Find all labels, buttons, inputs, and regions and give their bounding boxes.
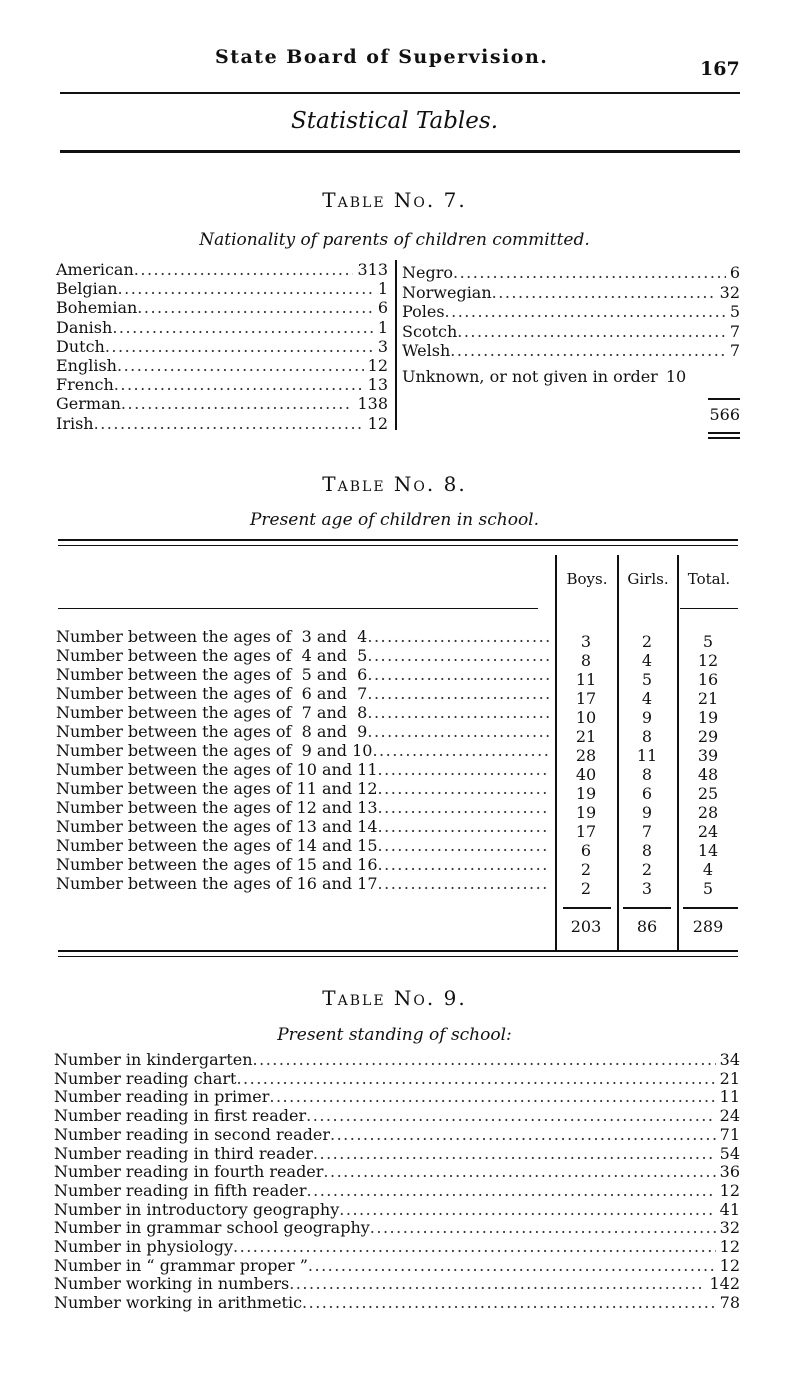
row-label: American (56, 260, 134, 279)
table7-divider (395, 260, 397, 430)
total-girls: 86 (636, 917, 658, 936)
list-item (402, 322, 740, 341)
leader-dots (378, 779, 550, 798)
header-total: Total. (687, 570, 731, 588)
leader-dots (339, 1200, 715, 1219)
table8-header-rule-right (680, 608, 738, 609)
cell-girls: 5 (641, 670, 653, 689)
table7-unknown-row (402, 367, 740, 386)
running-head: State Board of Supervision. (215, 46, 549, 68)
cell-total: 25 (697, 784, 719, 803)
cell-boys: 19 (575, 803, 597, 822)
leader-dots (367, 684, 550, 703)
row-label: Dutch (56, 336, 105, 356)
page-number: 167 (700, 58, 740, 80)
row-value: 7 (729, 321, 740, 341)
table8-bottom-rule-2 (58, 956, 738, 957)
header-boys: Boys. (566, 570, 608, 588)
list-item (54, 1256, 740, 1275)
row-value: 54 (719, 1143, 740, 1163)
list-item (54, 1181, 740, 1200)
cell-total: 5 (702, 632, 714, 651)
cell-girls: 2 (641, 860, 653, 879)
leader-dots (105, 337, 374, 356)
row-label: Number between the ages of 10 and 11 (56, 760, 378, 779)
table7-caption: Nationality of parents of children committed. (199, 230, 590, 250)
cell-total: 4 (702, 860, 714, 879)
table8-header-rule-left (58, 608, 538, 609)
row-label: Bohemian (56, 298, 138, 318)
list-item (56, 414, 388, 433)
leader-dots (236, 1069, 715, 1088)
list-item (56, 298, 388, 317)
table-row (56, 779, 550, 798)
table8-total-rule-1 (563, 907, 611, 909)
row-label: Number between the ages of 3 and 4 (56, 627, 368, 646)
section-title: Statistical Tables. (290, 108, 499, 134)
cell-girls: 8 (641, 727, 653, 746)
row-label: Number between the ages of 13 and 14 (56, 817, 378, 836)
list-item (54, 1125, 740, 1144)
row-value: 71 (719, 1124, 740, 1144)
table-row (56, 722, 550, 741)
table7-total-rule (708, 398, 740, 400)
row-value: 24 (719, 1106, 740, 1126)
cell-girls: 7 (641, 822, 653, 841)
cell-boys: 17 (575, 822, 597, 841)
table7-total: 566 (709, 405, 740, 424)
table7-double-rule-1 (708, 432, 740, 434)
row-value: 6 (377, 298, 388, 318)
cell-total: 39 (697, 746, 719, 765)
leader-dots (378, 760, 550, 779)
cell-total: 21 (697, 689, 719, 708)
row-value: 78 (719, 1293, 740, 1313)
cell-boys: 21 (575, 727, 597, 746)
row-label: Number between the ages of 6 and 7 (56, 684, 368, 703)
leader-dots (308, 1256, 716, 1275)
row-value: 3 (377, 336, 388, 356)
leader-dots (445, 302, 726, 321)
list-item (54, 1087, 740, 1106)
cell-boys: 6 (580, 841, 592, 860)
cell-boys: 11 (575, 670, 597, 689)
row-value: 1 (377, 317, 388, 337)
table-row (56, 684, 550, 703)
list-item (54, 1293, 740, 1312)
cell-girls: 8 (641, 765, 653, 784)
row-label: Number reading in first reader (54, 1106, 307, 1126)
list-item (54, 1162, 740, 1181)
cell-girls: 4 (641, 651, 653, 670)
row-label: Number between the ages of 15 and 16 (56, 855, 378, 874)
table-row (56, 874, 550, 893)
list-item (54, 1144, 740, 1163)
leader-dots (289, 1274, 705, 1293)
row-value: 12 (719, 1255, 740, 1275)
row-label: Number between the ages of 7 and 8 (56, 703, 368, 722)
list-item (402, 263, 740, 282)
row-label: French (56, 375, 114, 395)
leader-dots (492, 283, 716, 302)
table8-title: Table No. 8. (322, 472, 467, 496)
row-label: Welsh (402, 341, 451, 360)
cell-boys: 8 (580, 651, 592, 670)
row-label: Number in introductory geography (54, 1199, 340, 1219)
table8-bottom-rule-1 (58, 950, 738, 952)
list-item (56, 394, 388, 413)
leader-dots (378, 836, 550, 855)
list-item (54, 1106, 740, 1125)
row-label: Number reading in third reader (54, 1143, 313, 1163)
row-value: 1 (377, 279, 388, 299)
row-label: Number between the ages of 8 and 9 (56, 722, 368, 741)
leader-dots (370, 1218, 716, 1237)
row-value: 12 (719, 1237, 740, 1256)
row-label: Number in kindergarten (54, 1050, 253, 1069)
table8-total-rule-2 (623, 907, 671, 909)
leader-dots (372, 741, 550, 760)
row-label: Norwegian (402, 282, 492, 302)
leader-dots (367, 665, 550, 684)
header-girls: Girls. (627, 570, 669, 588)
leader-dots (378, 855, 550, 874)
cell-total: 29 (697, 727, 719, 746)
cell-total: 14 (697, 841, 719, 860)
row-value: 32 (719, 1218, 740, 1238)
row-value: 138 (357, 394, 388, 414)
list-item (402, 283, 740, 302)
leader-dots (117, 356, 364, 375)
leader-dots (378, 817, 550, 836)
row-label: Number between the ages of 5 and 6 (56, 665, 368, 684)
row-value: 142 (709, 1274, 740, 1294)
row-label: Number reading in fifth reader (54, 1180, 307, 1200)
leader-dots (114, 375, 364, 394)
row-value: 32 (719, 282, 740, 302)
cell-total: 48 (697, 765, 719, 784)
leader-dots (330, 1125, 716, 1144)
table-row (56, 741, 550, 760)
list-item (56, 260, 388, 279)
row-value: 5 (729, 302, 740, 321)
row-label: Number reading in second reader (54, 1124, 330, 1144)
table8-top-rule-1 (58, 539, 738, 541)
row-label: Number in physiology (54, 1237, 234, 1256)
row-value: 6 (729, 263, 740, 282)
row-value: 13 (367, 375, 388, 395)
row-label: Number between the ages of 4 and 5 (56, 646, 368, 665)
leader-dots (323, 1162, 715, 1181)
row-value: 10 (665, 367, 687, 386)
cell-girls: 2 (641, 632, 653, 651)
cell-total: 19 (697, 708, 719, 727)
cell-girls: 9 (641, 708, 653, 727)
header-rule (60, 92, 740, 94)
row-label: Number between the ages of 9 and 10 (56, 741, 373, 760)
cell-girls: 3 (641, 879, 653, 898)
leader-dots (450, 341, 726, 360)
list-item (56, 356, 388, 375)
leader-dots (269, 1087, 715, 1106)
leader-dots (378, 874, 550, 893)
cell-girls: 4 (641, 689, 653, 708)
row-value: 313 (357, 260, 388, 279)
row-label: Number reading chart (54, 1068, 237, 1088)
leader-dots (453, 263, 726, 282)
leader-dots (112, 318, 374, 337)
table8-caption: Present age of children in school. (249, 510, 540, 530)
cell-boys: 28 (575, 746, 597, 765)
row-value: 12 (719, 1180, 740, 1200)
leader-dots (457, 322, 726, 341)
table-row (56, 798, 550, 817)
list-item (54, 1050, 740, 1069)
table-row (56, 665, 550, 684)
cell-total: 5 (702, 879, 714, 898)
table-row (56, 836, 550, 855)
leader-dots (233, 1237, 716, 1256)
cell-boys: 3 (580, 632, 592, 651)
section-rule (60, 150, 740, 153)
leader-dots (378, 798, 550, 817)
leader-dots (367, 722, 550, 741)
leader-dots (367, 627, 550, 646)
cell-boys: 40 (575, 765, 597, 784)
row-label: Negro (402, 263, 453, 282)
table-row (56, 760, 550, 779)
cell-boys: 2 (580, 860, 592, 879)
row-value: 7 (729, 341, 740, 360)
row-label: Number reading in primer (54, 1087, 270, 1107)
row-label: Number working in arithmetic (54, 1293, 303, 1313)
row-label: German (56, 394, 121, 414)
table9-caption: Present standing of school: (277, 1025, 512, 1045)
list-item (56, 375, 388, 394)
row-label: Number in “ grammar proper ” (54, 1255, 308, 1275)
table-row (56, 703, 550, 722)
cell-girls: 8 (641, 841, 653, 860)
cell-boys: 10 (575, 708, 597, 727)
table-row (56, 646, 550, 665)
row-label: Scotch (402, 321, 458, 341)
leader-dots (367, 646, 550, 665)
list-item (54, 1218, 740, 1237)
row-value: 11 (719, 1087, 740, 1107)
table8-top-rule-2 (58, 545, 738, 546)
total-boys: 203 (570, 917, 602, 936)
leader-dots (121, 394, 354, 413)
row-label: Number working in numbers (54, 1274, 290, 1294)
cell-girls: 11 (636, 746, 658, 765)
row-label: Number between the ages of 14 and 15 (56, 836, 378, 855)
list-item (402, 341, 740, 360)
leader-dots (137, 298, 374, 317)
row-value: 34 (719, 1050, 740, 1069)
leader-dots (367, 703, 550, 722)
row-value: 36 (719, 1162, 740, 1182)
total-all: 289 (692, 917, 724, 936)
row-label: Danish (56, 317, 113, 337)
leader-dots (307, 1181, 716, 1200)
leader-dots (306, 1106, 716, 1125)
row-label: English (56, 356, 117, 375)
row-label: Belgian (56, 279, 118, 299)
list-item (402, 302, 740, 321)
row-label: Unknown, or not given in order (402, 367, 658, 386)
list-item (54, 1200, 740, 1219)
row-label: Number between the ages of 12 and 13 (56, 798, 378, 817)
table-row (56, 817, 550, 836)
list-item (56, 318, 388, 337)
cell-boys: 2 (580, 879, 592, 898)
leader-dots (118, 279, 374, 298)
row-value: 41 (719, 1199, 740, 1219)
cell-boys: 17 (575, 689, 597, 708)
leader-dots (302, 1293, 716, 1312)
row-label: Number in grammar school geography (54, 1218, 370, 1238)
table-row (56, 627, 550, 646)
table7-title: Table No. 7. (322, 188, 467, 212)
table9-title: Table No. 9. (322, 986, 467, 1010)
row-value: 12 (367, 356, 388, 375)
list-item (54, 1069, 740, 1088)
table-row (56, 855, 550, 874)
row-label: Number reading in fourth reader (54, 1162, 324, 1182)
cell-girls: 6 (641, 784, 653, 803)
leader-dots (134, 260, 354, 279)
table8-total-rule-3 (683, 907, 738, 909)
row-value: 12 (367, 413, 388, 433)
row-label: Number between the ages of 16 and 17 (56, 874, 378, 893)
cell-total: 12 (697, 651, 719, 670)
list-item (56, 279, 388, 298)
cell-boys: 19 (575, 784, 597, 803)
row-label: Irish (56, 413, 94, 433)
row-label: Number between the ages of 11 and 12 (56, 779, 378, 798)
leader-dots (313, 1144, 716, 1163)
cell-total: 16 (697, 670, 719, 689)
row-value: 21 (719, 1068, 740, 1088)
row-label: Poles (402, 302, 445, 321)
list-item (56, 337, 388, 356)
list-item (54, 1237, 740, 1256)
list-item (54, 1274, 740, 1293)
table7-double-rule-2 (708, 437, 740, 439)
cell-total: 24 (697, 822, 719, 841)
cell-girls: 9 (641, 803, 653, 822)
leader-dots (94, 414, 364, 433)
leader-dots (253, 1050, 716, 1069)
cell-total: 28 (697, 803, 719, 822)
